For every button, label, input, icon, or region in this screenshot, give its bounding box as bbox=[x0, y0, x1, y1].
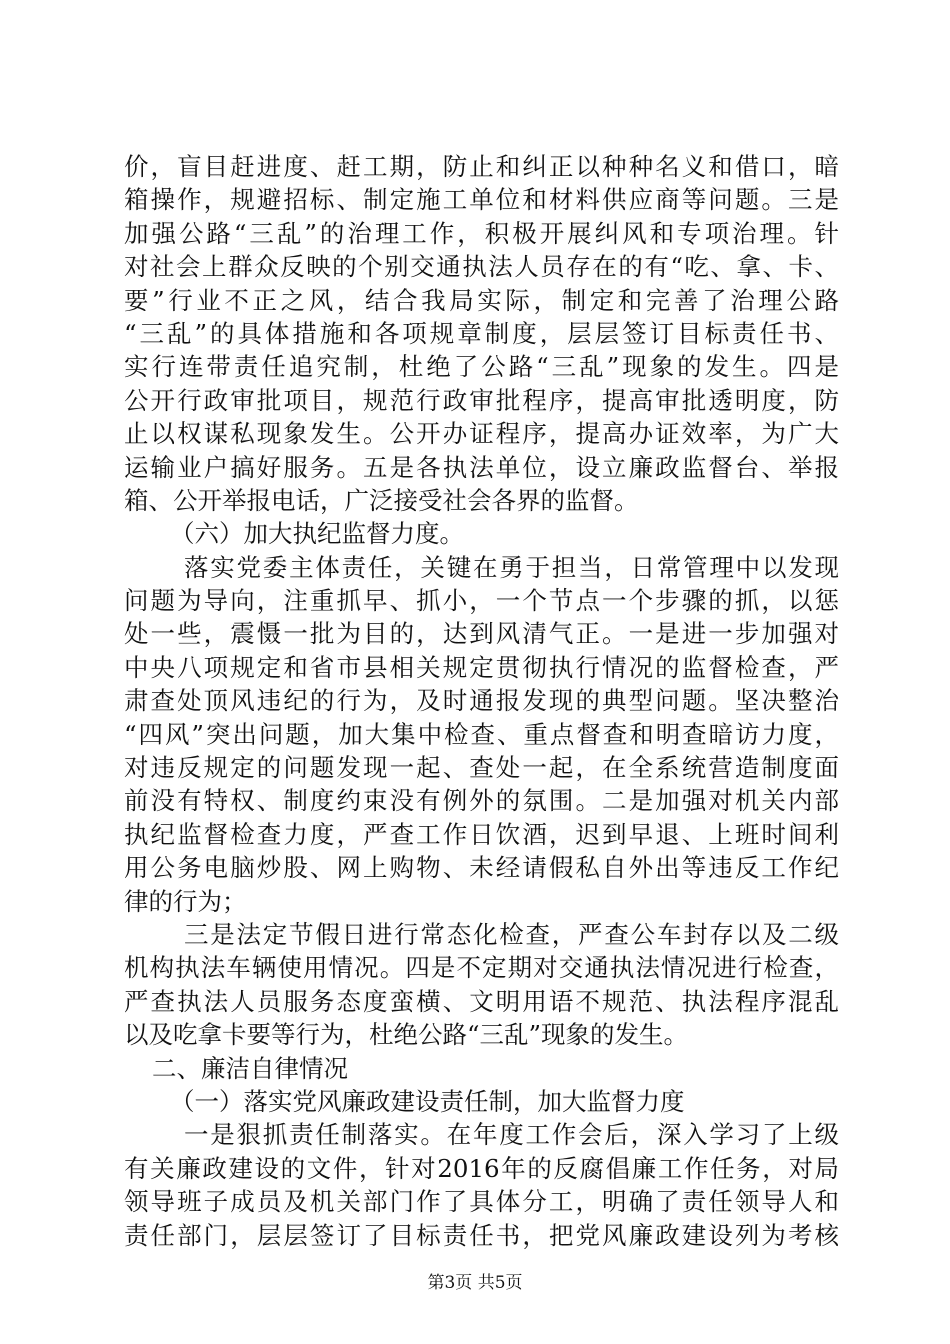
text-line: 责任部门，层层签订了目标责任书，把党风廉政建设列为考核 bbox=[124, 1220, 839, 1250]
text-line: 有关廉政建设的文件，针对2016年的反腐倡廉工作任务，对局 bbox=[124, 1153, 839, 1183]
body-text bbox=[124, 150, 839, 1252]
text-line: 肃查处顶风违纪的行为，及时通报发现的典型问题。坚决整治 bbox=[124, 686, 839, 716]
page-footer: 第3页 共5页 bbox=[427, 1273, 523, 1293]
text-line: 问题为导向，注重抓早、抓小，一个节点一个步骤的抓，以惩 bbox=[124, 586, 839, 616]
section-heading: （六）加大执纪监督力度。 bbox=[170, 519, 464, 549]
text-line: 执纪监督检查力度，严查工作日饮酒，迟到早退、上班时间利 bbox=[124, 819, 839, 849]
text-line: 前没有特权、制度约束没有例外的氛围。二是加强对机关内部 bbox=[124, 786, 839, 816]
text-line: 实行连带责任追究制，杜绝了公路“三乱”现象的发生。四是 bbox=[124, 352, 839, 382]
text-line: 对违反规定的问题发现一起、查处一起，在全系统营造制度面 bbox=[124, 753, 839, 783]
text-line: 律的行为； bbox=[124, 886, 247, 916]
subsection-heading: （一）落实党风廉政建设责任制，加大监督力度 bbox=[170, 1086, 685, 1116]
text-line: 处一些，震慑一批为目的，达到风清气正。一是进一步加强对 bbox=[124, 619, 839, 649]
section-heading: 二、廉洁自律情况 bbox=[152, 1053, 348, 1083]
paragraph-first-line: 三是法定节假日进行常态化检查，严查公车封存以及二级 bbox=[184, 919, 839, 949]
text-line: 箱、公开举报电话，广泛接受社会各界的监督。 bbox=[124, 485, 639, 515]
text-line: 要”行业不正之风，结合我局实际，制定和完善了治理公路 bbox=[124, 285, 839, 315]
text-line: 领导班子成员及机关部门作了具体分工，明确了责任领导人和 bbox=[124, 1187, 839, 1217]
text-line: 止以权谋私现象发生。公开办证程序，提高办证效率，为广大 bbox=[124, 419, 839, 449]
text-line: 以及吃拿卡要等行为，杜绝公路“三乱”现象的发生。 bbox=[124, 1020, 689, 1050]
text-line: 对社会上群众反映的个别交通执法人员存在的有“吃、拿、卡、 bbox=[124, 252, 839, 282]
text-line: “三乱”的具体措施和各项规章制度，层层签订目标责任书、 bbox=[124, 318, 839, 348]
text-line: 加强公路“三乱”的治理工作，积极开展纠风和专项治理。针 bbox=[124, 218, 839, 248]
text-line: “四风”突出问题，加大集中检查、重点督查和明查暗访力度， bbox=[124, 719, 839, 749]
text-line: 机构执法车辆使用情况。四是不定期对交通执法情况进行检查， bbox=[124, 953, 839, 983]
paragraph-first-line: 落实党委主体责任，关键在勇于担当，日常管理中以发现 bbox=[184, 552, 839, 582]
text-line: 运输业户搞好服务。五是各执法单位，设立廉政监督台、举报 bbox=[124, 452, 839, 482]
text-line: 中央八项规定和省市县相关规定贯彻执行情况的监督检查，严 bbox=[124, 652, 839, 682]
text-line: 公开行政审批项目，规范行政审批程序，提高审批透明度，防 bbox=[124, 385, 839, 415]
text-line: 箱操作，规避招标、制定施工单位和材料供应商等问题。三是 bbox=[124, 185, 839, 215]
text-line: 严查执法人员服务态度蛮横、文明用语不规范、执法程序混乱 bbox=[124, 986, 839, 1016]
text-line: 价，盲目赶进度、赶工期，防止和纠正以种种名义和借口，暗 bbox=[124, 152, 839, 181]
text-line: 用公务电脑炒股、网上购物、未经请假私自外出等违反工作纪 bbox=[124, 853, 839, 883]
paragraph-first-line: 一是狠抓责任制落实。在年度工作会后，深入学习了上级 bbox=[184, 1120, 839, 1150]
